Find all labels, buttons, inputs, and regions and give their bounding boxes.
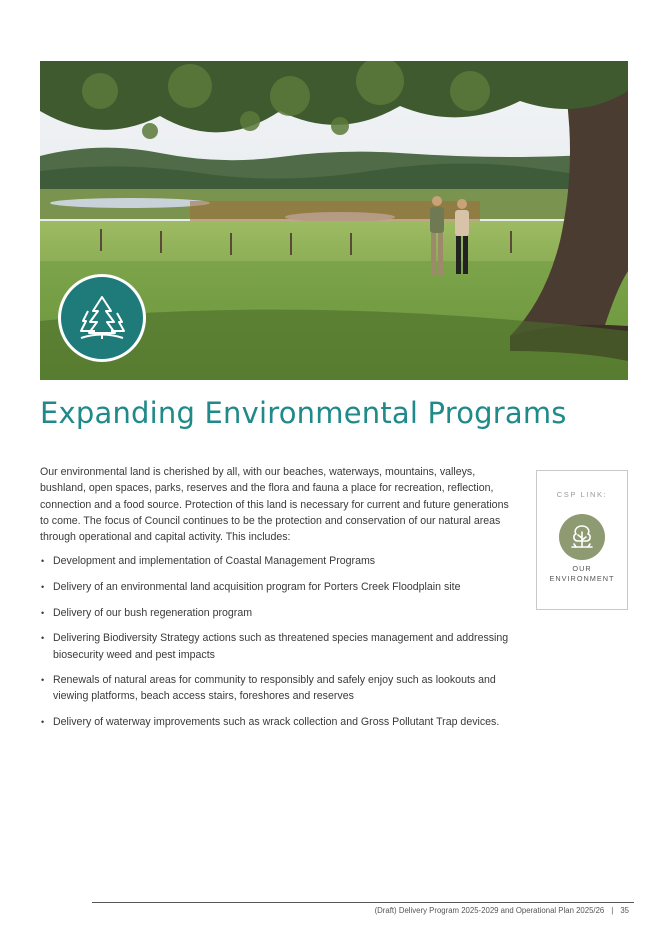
list-item: • Development and implementation of Coastal Management Programs [41,555,376,568]
tree-environment-icon [559,514,605,560]
page-title: Expanding Environmental Programs [40,396,567,430]
csp-link-box [536,470,628,610]
program-list [40,553,518,730]
page-number: 35 [620,906,629,915]
list-item: • Delivery of our bush regeneration program [41,606,253,619]
page-footer [375,906,629,915]
csp-caption: OUR ENVIRONMENT [549,564,615,583]
footer-separator: | [611,906,614,915]
footer-divider [92,902,634,903]
body-copy [40,464,518,740]
list-item: • Delivery of waterway improvements such as wrack collection and Gross Pollutant Trap devices. [41,716,500,729]
intro-paragraph: Our environmental land is cherished by all, with our beaches, waterways, mountains, valleys, bushland, open spaces, parks, reserves and the flora and fauna a place for recreation, reflection, connection and a food source. Protection of this land is necessary for current and future generations to come. The focus of Council continues to be the protection and conservation of our natural areas through operational and capital activity. This includes: [40,466,509,544]
footer-document-title: (Draft) Delivery Program 2025-2029 and Operational Plan 2025/26 [374,906,605,915]
list-item: • Delivery of an environmental land acquisition program for Porters Creek Floodplain site [41,581,461,594]
list-item: • Renewals of natural areas for community to responsibly and safely enjoy such as lookouts and viewing platforms, beach access stairs, foreshores and reserves [41,674,496,703]
csp-link-label: CSP LINK: [556,490,608,499]
list-item: • Delivering Biodiversity Strategy actions such as threatened species management and addressing biosecurity weed and pest impacts [41,632,509,661]
forest-trees-icon [58,274,146,362]
